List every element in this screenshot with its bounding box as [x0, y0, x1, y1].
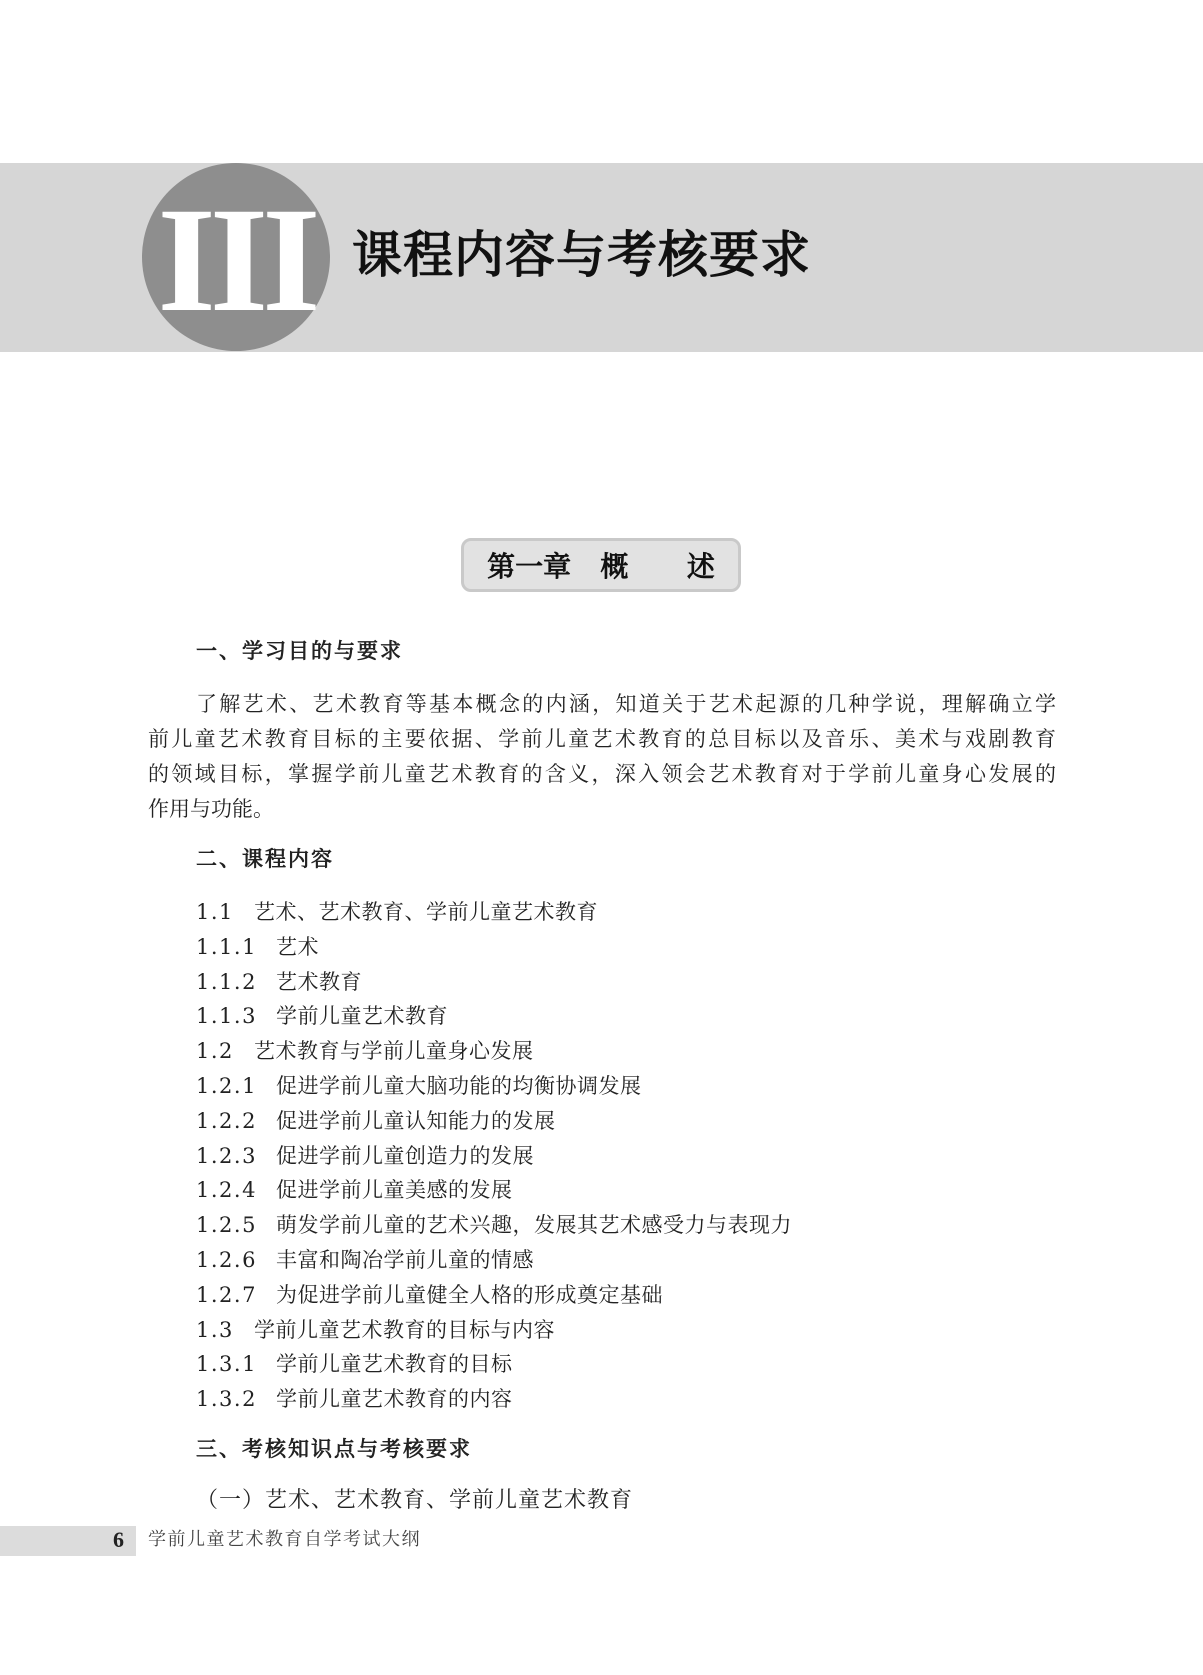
- section-heading-objectives: 一、学习目的与要求: [196, 639, 403, 663]
- outline-text: 促进学前儿童美感的发展: [276, 1178, 513, 1203]
- subsection-heading: （一）艺术、艺术教育、学前儿童艺术教育: [196, 1488, 634, 1513]
- objectives-paragraph: [148, 687, 1056, 827]
- outline-number: 1.2.3: [196, 1143, 257, 1168]
- outline-number: 1.2.4: [196, 1178, 257, 1203]
- outline-number: 1.2.6: [196, 1247, 257, 1272]
- paragraph-line: 了解艺术、艺术教育等基本概念的内涵，知道关于艺术起源的几种学说，理解确立学: [196, 692, 1056, 716]
- outline-number: 1.2.2: [196, 1108, 257, 1133]
- outline-number: 1.3.2: [196, 1387, 257, 1412]
- outline-text: 为促进学前儿童健全人格的形成奠定基础: [276, 1282, 663, 1307]
- outline-item: [196, 1313, 792, 1348]
- part-title: 课程内容与考核要求: [352, 225, 811, 284]
- outline-item: [196, 1139, 792, 1174]
- outline-number: 1.1: [196, 900, 234, 924]
- chapter-title-box: [461, 538, 741, 592]
- outline-item: [196, 1243, 792, 1278]
- outline-text: 学前儿童艺术教育的内容: [276, 1387, 513, 1412]
- outline-text: 萌发学前儿童的艺术兴趣，发展其艺术感受力与表现力: [276, 1213, 792, 1238]
- outline-number: 1.2.1: [196, 1073, 257, 1098]
- outline-text: 学前儿童艺术教育的目标与内容: [254, 1317, 555, 1342]
- outline-item: [196, 1382, 792, 1417]
- outline-text: 促进学前儿童大脑功能的均衡协调发展: [276, 1073, 642, 1098]
- page-number: 6: [113, 1527, 124, 1552]
- part-numeral: III: [157, 177, 315, 343]
- outline-text: 艺术教育: [276, 969, 362, 994]
- part-number-badge: [142, 163, 330, 351]
- outline-text: 促进学前儿童认知能力的发展: [276, 1108, 556, 1133]
- outline-item: [196, 1173, 792, 1208]
- outline-text: 艺术: [276, 934, 319, 959]
- outline-number: 1.1.1: [196, 934, 257, 959]
- outline-item: [196, 1069, 792, 1104]
- paragraph-line: 前儿童艺术教育目标的主要依据、学前儿童艺术教育的总目标以及音乐、美术与戏剧教育: [148, 727, 1056, 751]
- paragraph-line: 的领域目标，掌握学前儿童艺术教育的含义，深入领会艺术教育对于学前儿童身心发展的: [148, 762, 1056, 786]
- outline-item: [196, 1347, 792, 1382]
- course-content-outline: [196, 895, 792, 1417]
- outline-number: 1.2.7: [196, 1282, 257, 1307]
- outline-item: [196, 1208, 792, 1243]
- outline-text: 丰富和陶冶学前儿童的情感: [276, 1247, 534, 1272]
- outline-number: 1.3: [196, 1317, 234, 1342]
- outline-text: 学前儿童艺术教育的目标: [276, 1352, 513, 1377]
- footer-book-title: 学前儿童艺术教育自学考试大纲: [148, 1529, 421, 1550]
- outline-text: 促进学前儿童创造力的发展: [276, 1143, 534, 1168]
- outline-number: 1.2.5: [196, 1213, 257, 1238]
- outline-number: 1.2: [196, 1039, 234, 1064]
- outline-text: 艺术教育与学前儿童身心发展: [254, 1039, 534, 1064]
- outline-number: 1.1.2: [196, 969, 257, 994]
- outline-number: 1.3.1: [196, 1352, 257, 1377]
- paragraph-line: 作用与功能。: [148, 797, 274, 821]
- outline-item: [196, 1278, 792, 1313]
- outline-item: [196, 999, 792, 1034]
- outline-text: 艺术、艺术教育、学前儿童艺术教育: [254, 900, 598, 924]
- outline-item: [196, 965, 792, 1000]
- section-heading-assessment: 三、考核知识点与考核要求: [196, 1437, 472, 1461]
- outline-number: 1.1.3: [196, 1004, 257, 1029]
- outline-item: [196, 1104, 792, 1139]
- outline-item: [196, 1034, 792, 1069]
- outline-item: [196, 895, 792, 930]
- chapter-title: 第一章 概 述: [487, 550, 715, 583]
- outline-text: 学前儿童艺术教育: [276, 1004, 448, 1029]
- section-heading-content: 二、课程内容: [196, 847, 334, 871]
- outline-item: [196, 930, 792, 965]
